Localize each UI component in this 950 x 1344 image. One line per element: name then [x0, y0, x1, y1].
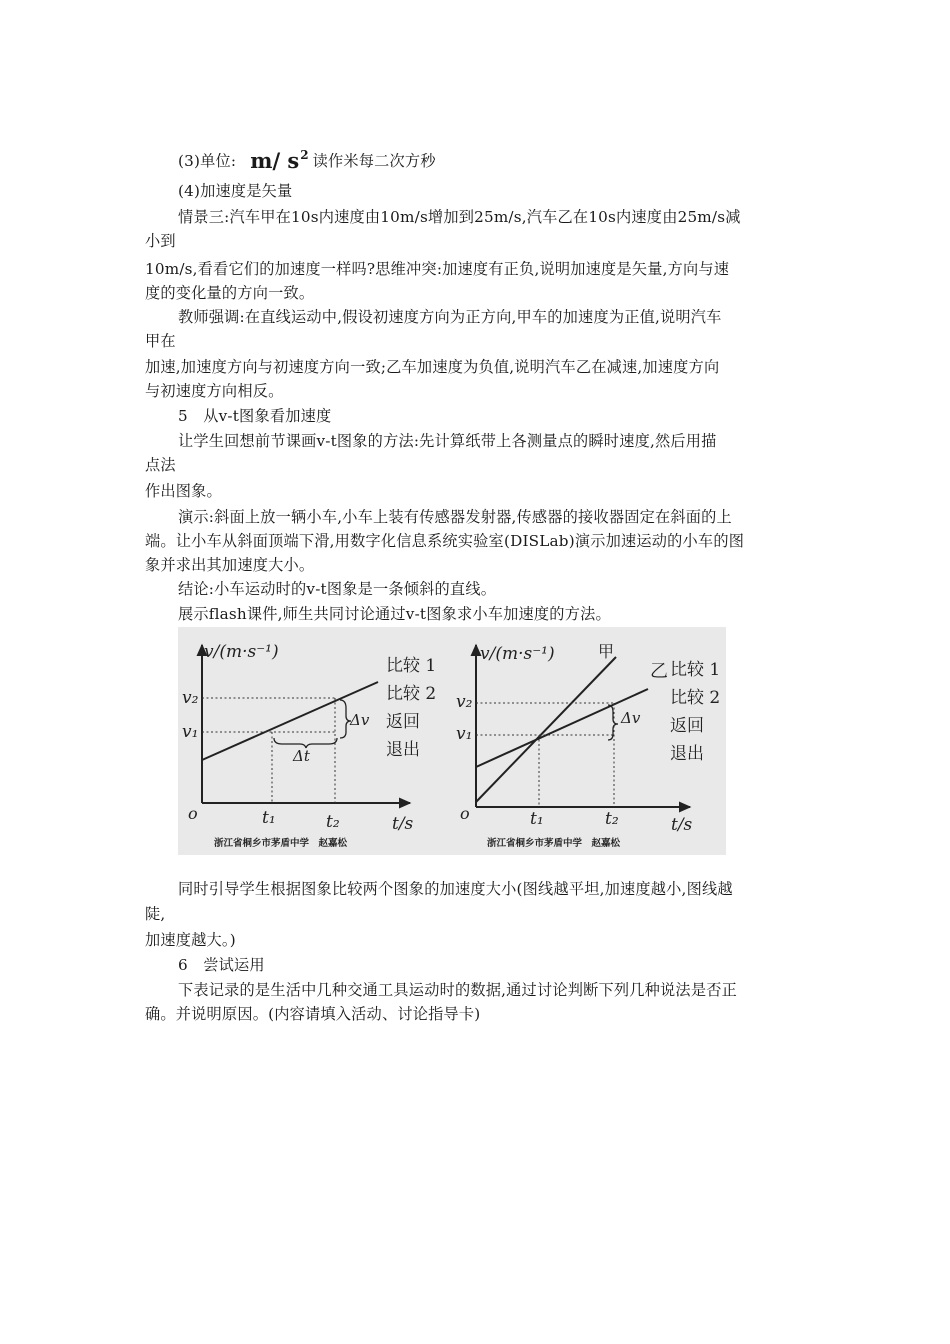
vt-graph-svg: [178, 627, 726, 855]
paragraph-line: 确。并说明原因。(内容请填入活动、讨论指导卡): [145, 1005, 481, 1023]
left-t1-label: t₁: [262, 808, 276, 828]
left-dv-label: Δv: [350, 711, 370, 729]
right-menu-compare1[interactable]: 比较 1: [670, 660, 721, 680]
paragraph-line: 加速,加速度方向与初速度方向一致;乙车加速度为负值,说明汽车乙在减速,加速度方向: [145, 358, 720, 376]
vector-heading: (4)加速度是矢量: [178, 182, 293, 200]
left-v2-label: v₂: [182, 688, 199, 708]
left-y-axis-label: v/(m·s⁻¹): [204, 642, 279, 662]
left-menu-exit[interactable]: 退出: [386, 740, 420, 760]
right-t2-label: t₂: [605, 809, 619, 829]
right-v2-label: v₂: [456, 692, 473, 712]
right-graph: [456, 642, 720, 849]
paragraph-line: 10m/s,看看它们的加速度一样吗?思维冲突:加速度有正负,说明加速度是矢量,方向与速: [145, 260, 730, 278]
left-origin-label: o: [188, 804, 198, 823]
unit-formula: m/ $s^2$: [250, 148, 309, 173]
left-graph: [182, 642, 436, 849]
paragraph-line: 象并求出其加速度大小。: [145, 556, 315, 574]
right-v1-label: v₁: [456, 724, 473, 744]
right-origin-label: o: [460, 804, 470, 823]
paragraph-line: 度的变化量的方向一致。: [145, 284, 315, 302]
left-menu-back[interactable]: 返回: [386, 712, 420, 732]
right-line-yi: [476, 689, 648, 767]
paragraph-line: 教师强调:在直线运动中,假设初速度方向为正方向,甲车的加速度为正值,说明汽车: [178, 308, 722, 326]
right-credit: 浙江省桐乡市茅盾中学 赵嘉松: [487, 838, 621, 849]
left-v1-label: v₁: [182, 722, 199, 742]
paragraph-line: 端。让小车从斜面顶端下滑,用数字化信息系统实验室(DISLab)演示加速运动的小车的图: [145, 532, 745, 550]
paragraph-line: 下表记录的是生活中几种交通工具运动时的数据,通过讨论判断下列几种说法是否正: [178, 981, 737, 999]
paragraph-line: 作出图象。: [145, 482, 222, 500]
paragraph-line: 点法: [145, 456, 176, 474]
left-credit: 浙江省桐乡市茅盾中学 赵嘉松: [214, 838, 348, 849]
right-dv-label: Δv: [621, 709, 641, 727]
right-y-axis-label: v/(m·s⁻¹): [480, 644, 555, 664]
paragraph-line: 同时引导学生根据图象比较两个图象的加速度大小(图线越平坦,加速度越小,图线越: [178, 880, 733, 898]
paragraph-line: 演示:斜面上放一辆小车,小车上装有传感器发射器,传感器的接收器固定在斜面的上: [178, 508, 732, 526]
section-heading: 5 从v-t图象看加速度: [178, 407, 332, 425]
right-line-jia: [476, 657, 616, 802]
left-t2-label: t₂: [326, 812, 340, 832]
right-line-jia-label: 甲: [598, 642, 615, 661]
left-dt-label: Δt: [293, 747, 310, 765]
paragraph-line: 陡,: [145, 905, 166, 923]
unit-line: [178, 144, 436, 172]
right-t1-label: t₁: [530, 809, 544, 829]
right-menu-back[interactable]: 返回: [670, 716, 704, 736]
paragraph-line: 与初速度方向相反。: [145, 382, 284, 400]
unit-reading: 读作米每二次方秒: [312, 152, 436, 170]
vt-graph-figure: [178, 627, 726, 855]
right-menu-compare2[interactable]: 比较 2: [670, 688, 721, 708]
right-line-yi-label: 乙: [650, 661, 668, 682]
paragraph-line: 加速度越大。): [145, 931, 236, 949]
paragraph-line: 让学生回想前节课画v-t图象的方法:先计算纸带上各测量点的瞬时速度,然后用描: [178, 432, 717, 450]
unit-label: (3)单位:: [178, 152, 237, 170]
section-heading: 6 尝试运用: [178, 956, 265, 974]
paragraph-line: 小到: [145, 232, 176, 250]
paragraph-line: 甲在: [145, 332, 176, 350]
left-x-axis-label: t/s: [392, 814, 414, 834]
paragraph-line: 展示flash课件,师生共同讨论通过v-t图象求小车加速度的方法。: [178, 605, 611, 623]
paragraph-line: 情景三:汽车甲在10s内速度由10m/s增加到25m/s,汽车乙在10s内速度由25m/s减: [178, 208, 741, 226]
right-dv-brace: [608, 705, 618, 740]
left-menu-compare1[interactable]: 比较 1: [386, 656, 437, 676]
paragraph-line: 结论:小车运动时的v-t图象是一条倾斜的直线。: [178, 580, 497, 598]
left-menu-compare2[interactable]: 比较 2: [386, 684, 437, 704]
right-menu-exit[interactable]: 退出: [670, 744, 704, 764]
right-x-axis-label: t/s: [671, 815, 693, 835]
